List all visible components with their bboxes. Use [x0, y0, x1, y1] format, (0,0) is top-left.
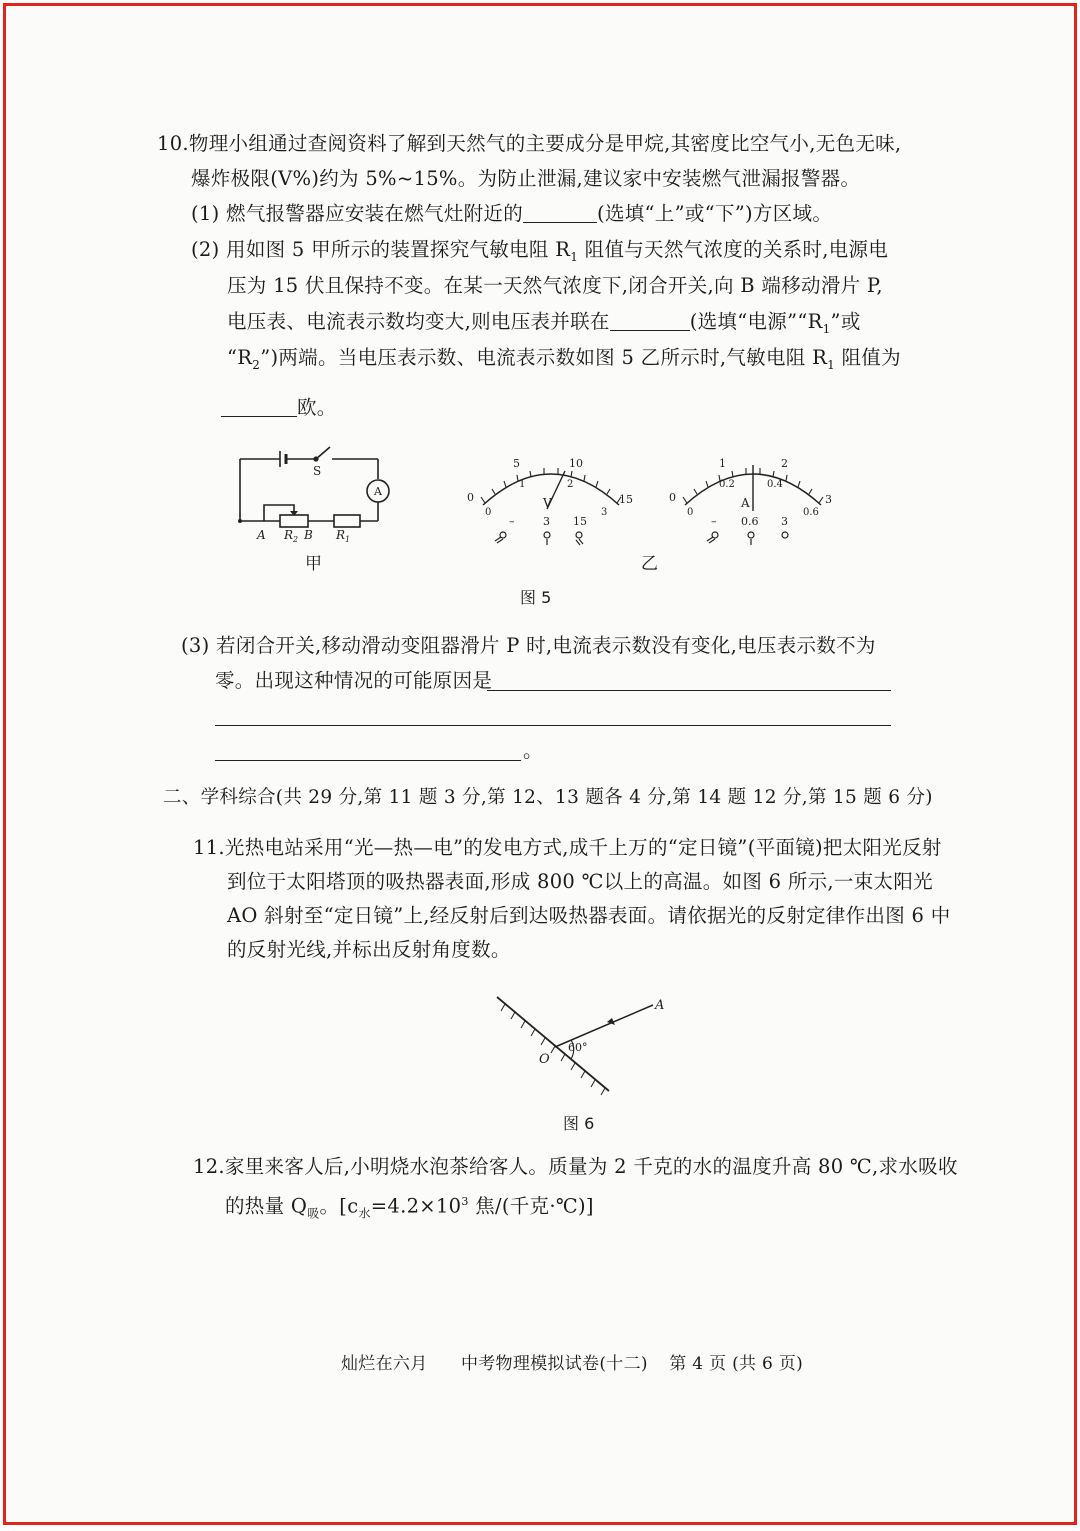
voltmeter-post-3 [544, 532, 550, 538]
circuit-caption: 甲 [305, 554, 322, 574]
ammeter-outer-2: 2 [781, 457, 788, 470]
footer-title: 中考物理模拟试卷(十二) [460, 1354, 648, 1374]
voltmeter-terminal-3: 3 [543, 515, 550, 528]
ammeter-outer-3: 3 [825, 493, 832, 506]
voltmeter-outer-0: 0 [467, 491, 474, 504]
mirror-hatching [501, 1004, 605, 1095]
q10-number: 10. [157, 132, 189, 155]
ammeter-outer-1: 1 [719, 457, 726, 470]
answer-line-1[interactable] [487, 690, 891, 691]
voltmeter-inner-1: 1 [519, 479, 526, 490]
terminal-a-label: A [257, 528, 266, 542]
ammeter-terminal-3: 3 [781, 515, 788, 528]
figure5-caption: 图 5 [520, 588, 552, 607]
q12-line1: 12.家里来客人后,小明烧水泡茶给客人。质量为 2 千克的水的温度升高 80 ℃,求水吸收 [193, 1155, 958, 1178]
exam-page [3, 3, 1077, 1525]
q12-number: 12. [193, 1155, 225, 1178]
mirror-line [497, 997, 609, 1091]
ammeter-dial [663, 449, 843, 549]
mirror-diagram [491, 991, 681, 1099]
answer-blank-1[interactable] [523, 202, 597, 223]
ammeter-inner-0: 0 [687, 507, 694, 518]
q11-line2: 到位于太阳塔顶的吸热器表面,形成 800 ℃以上的高温。如图 6 所示,一束太阳光 [227, 870, 933, 893]
footer-page: 第 4 页 (共 6 页) [669, 1354, 804, 1374]
q12-line2: 的热量 $Q_吸$。[$c_水=4.2\times 10^3$ 焦/(千克·℃)] [225, 1194, 594, 1221]
figure6-caption: 图 6 [563, 1114, 595, 1133]
ammeter-inner-02: 0.2 [719, 479, 735, 490]
ammeter-post-06 [748, 532, 754, 538]
ammeter-outer-0: 0 [669, 491, 676, 504]
q10-part1: (1) 燃气报警器应安装在燃气灶附近的 (选填“上”或“下”)方区域。 [191, 202, 833, 225]
voltmeter-inner-0: 0 [485, 507, 492, 518]
q11-line4: 的反射光线,并标出反射角度数。 [227, 938, 511, 961]
q10-part2-line5: 欧。 [221, 395, 337, 421]
answer-blank-3[interactable] [221, 396, 297, 417]
answer-blank-2[interactable] [610, 310, 690, 331]
answer-line-3[interactable] [215, 760, 521, 761]
switch-label: S [313, 464, 322, 478]
q10-part3-line2: 零。出现这种情况的可能原因是 [215, 669, 493, 692]
footer [341, 1351, 803, 1377]
q10-part2-line3: 电压表、电流表示数均变大,则电压表并联在 (选填“电源$”“R_1$”或 [227, 310, 861, 336]
ammeter-post-3 [782, 532, 788, 538]
point-o-label: O [539, 1052, 550, 1067]
point-a-label: A [655, 998, 665, 1013]
q10-part3-end: 。 [523, 739, 543, 762]
voltmeter-terminal-15: 15 [573, 515, 587, 528]
voltmeter-unit: V [543, 496, 552, 510]
ammeter-unit: A [741, 496, 750, 510]
voltmeter-post-15 [576, 532, 582, 538]
voltmeter-dial [461, 449, 641, 549]
switch-lever [316, 447, 330, 459]
ammeter-label: A [374, 485, 382, 498]
voltmeter-terminal-neg: – [509, 515, 515, 528]
meters-caption: 乙 [641, 554, 658, 574]
terminal-b-label: B [304, 528, 313, 542]
ammeter-terminal-neg: – [711, 515, 717, 528]
section2-title: 二、学科综合(共 29 分,第 11 题 3 分,第 12、13 题各 4 分,第 14 题 12 分,第 15 题 6 分) [163, 787, 933, 808]
angle-label: 60° [568, 1041, 588, 1054]
ammeter-terminal-06: 0.6 [741, 515, 759, 528]
q10-part2-line4: “$R_2$”)两端。当电压表示数、电流表示数如图 5 乙所示时,气敏电阻 $R_1$ 阻值为 [227, 346, 901, 372]
voltmeter-outer-10: 10 [569, 457, 583, 470]
q11-line3: AO 斜射至“定日镜”上,经反射后到达吸热器表面。请依据光的反射定律作出图 6 中 [227, 904, 951, 927]
q11-number: 11. [193, 836, 225, 859]
voltmeter-inner-2: 2 [567, 479, 574, 490]
q10-line2: 爆炸极限(V%)约为 5%~15%。为防止泄漏,建议家中安装燃气泄漏报警器。 [191, 167, 861, 190]
r2-label: $R_2$ [284, 528, 299, 544]
q10-part2-line2: 压为 15 伏且保持不变。在某一天然气浓度下,闭合开关,向 B 端移动滑片 P, [227, 274, 883, 297]
ammeter-inner-04: 0.4 [767, 479, 783, 490]
q10-line1: 10.物理小组通过查阅资料了解到天然气的主要成分是甲烷,其密度比空气小,无色无味, [157, 132, 902, 155]
resistor-r1 [334, 515, 360, 527]
footer-left: 灿烂在六月 [341, 1354, 428, 1374]
voltmeter-inner-3: 3 [601, 507, 608, 518]
q11-line1: 11.光热电站采用“光—热—电”的发电方式,成千上万的“定日镜”(平面镜)把太阳光反射 [193, 836, 942, 859]
voltmeter-outer-15: 15 [619, 493, 633, 506]
rheostat-r2 [280, 515, 308, 527]
r1-label: $R_1$ [336, 528, 351, 544]
q10-part3-line1: (3) 若闭合开关,移动滑动变阻器滑片 P 时,电流表示数没有变化,电压表示数不为 [181, 634, 876, 657]
q10-part2-line1: (2) 用如图 5 甲所示的装置探究气敏电阻 $R_1$ 阻值与天然气浓度的关系时,电源电 [191, 238, 889, 264]
ammeter-inner-06: 0.6 [803, 507, 819, 518]
answer-line-2[interactable] [215, 725, 891, 726]
voltmeter-outer-5: 5 [513, 457, 520, 470]
